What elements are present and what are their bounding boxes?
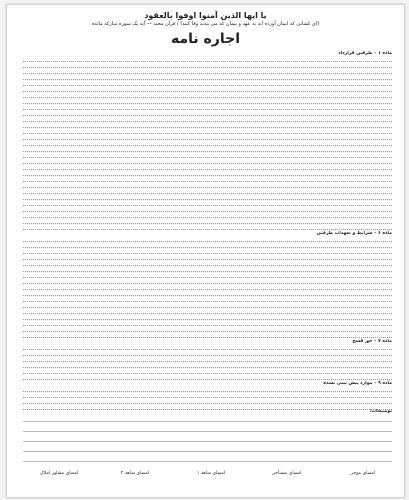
form-text-line — [23, 109, 392, 110]
notes-blank-line[interactable] — [23, 431, 392, 432]
form-text-line — [23, 289, 392, 290]
form-text-line — [23, 79, 392, 80]
form-text-line — [23, 271, 392, 272]
form-text-line — [23, 361, 392, 362]
article-heading: ماده ۹ – موارد پیش بینی نشده — [323, 381, 392, 386]
form-text-line — [23, 331, 392, 332]
document-title: اجاره نامه — [170, 31, 240, 47]
form-text-line — [23, 187, 392, 188]
form-text-line — [23, 247, 392, 248]
form-text-line — [23, 193, 392, 194]
form-text-line — [23, 97, 392, 98]
form-text-line — [23, 367, 392, 368]
form-text-line — [23, 205, 392, 206]
signature-witness-1: امضای شاهد ۱ — [196, 471, 226, 476]
form-text-line — [23, 73, 392, 74]
article-heading: ماده ۷ – حق فسخ — [352, 339, 392, 344]
form-text-line — [23, 229, 392, 230]
form-text-line — [23, 91, 392, 92]
form-text-line — [23, 397, 392, 398]
form-text-line — [23, 223, 392, 224]
form-text-line — [23, 217, 392, 218]
form-text-line — [23, 295, 392, 296]
form-text-line — [23, 277, 392, 278]
signature-tenant: امضای مستأجر — [272, 471, 302, 476]
form-text-line — [23, 151, 392, 152]
notes-blank-line[interactable] — [23, 461, 392, 462]
notes-heading: توضیحات: — [369, 409, 392, 414]
form-text-line — [23, 313, 392, 314]
form-text-line — [23, 325, 392, 326]
form-text-line — [23, 259, 392, 260]
bismillah-verse: یا ایها الذین آمنوا اوفوا بالعقود — [144, 11, 267, 20]
form-text-line — [23, 133, 392, 134]
notes-blank-line[interactable] — [23, 421, 392, 422]
article-heading: ماده ۶ – شرایط و تعهدات طرفین — [316, 231, 392, 236]
form-text-line — [23, 139, 392, 140]
form-text-line — [23, 103, 392, 104]
form-text-line — [23, 211, 392, 212]
form-text-line — [23, 175, 392, 176]
article-heading: ماده ۱ – طرفین قرارداد — [338, 51, 392, 56]
form-text-line — [23, 403, 392, 404]
form-text-line — [23, 115, 392, 116]
form-text-line — [23, 355, 392, 356]
form-text-line — [23, 307, 392, 308]
form-text-line — [23, 337, 392, 338]
notes-blank-line[interactable] — [23, 441, 392, 442]
notes-blank-line[interactable] — [23, 451, 392, 452]
form-text-line — [23, 253, 392, 254]
form-text-line — [23, 241, 392, 242]
signature-witness-2: امضای شاهد ۲ — [120, 471, 150, 476]
form-text-line — [23, 283, 392, 284]
form-text-line — [23, 61, 392, 62]
form-text-line — [23, 163, 392, 164]
form-text-line — [23, 373, 392, 374]
form-text-line — [23, 145, 392, 146]
form-text-line — [23, 169, 392, 170]
form-text-line — [23, 265, 392, 266]
form-text-line — [23, 319, 392, 320]
signature-agent: امضای مشاور املاک — [39, 471, 79, 476]
form-text-line — [23, 181, 392, 182]
form-text-line — [23, 199, 392, 200]
form-text-line — [23, 349, 392, 350]
form-text-line — [23, 391, 392, 392]
lease-document — [6, 4, 405, 498]
form-text-line — [23, 67, 392, 68]
form-text-line — [23, 85, 392, 86]
signature-landlord: امضای موجر — [350, 471, 376, 476]
form-text-line — [23, 121, 392, 122]
form-text-line — [23, 157, 392, 158]
verse-translation: (ای کسانی که ایمان آورده اید به عهد و پیمان که می بندید وفا کنید) / قرآن مجید — آیه یک سوره مبارکه مائده — [91, 21, 320, 27]
form-text-line — [23, 301, 392, 302]
form-text-line — [23, 127, 392, 128]
form-text-line — [23, 379, 392, 380]
